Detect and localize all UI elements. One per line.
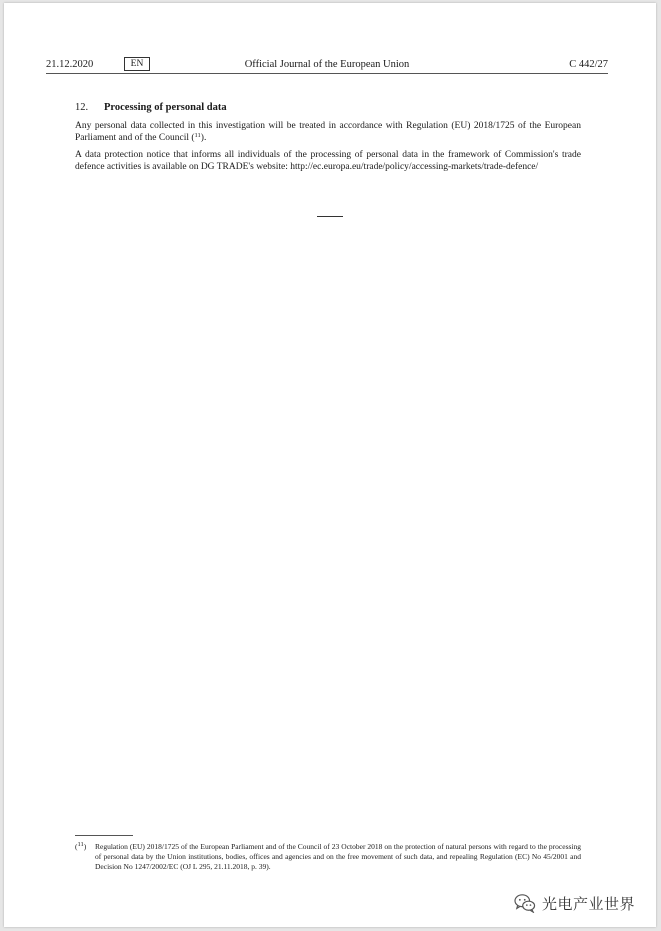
paragraph-text: Any personal data collected in this investigation will be treated in accordance with Regulation (EU) 2018/1725 of the European Parliament and of the Council ( <box>75 121 581 143</box>
section-heading <box>75 101 227 115</box>
watermark-text: 光电产业世界 <box>542 894 636 913</box>
footnote <box>75 842 581 872</box>
header-divider <box>46 73 608 74</box>
language-badge: EN <box>124 57 150 71</box>
paragraph-text-end: ). <box>200 132 207 143</box>
journal-reference: C 442/27 <box>569 59 608 70</box>
section-number: 12. <box>75 102 89 113</box>
section-title: Processing of personal data <box>104 102 227 113</box>
footnote-divider <box>75 835 133 836</box>
paragraph-text: A data protection notice that informs all individuals of the processing of personal data in the framework of Commission's trade defence activities is available on DG TRADE's website: http://ec.europa.eu/trade/policy/accessing-markets/trade-defence/ <box>75 150 581 172</box>
footnote-reference[interactable]: 11 <box>194 131 201 139</box>
footnote-marker: ($^{11}$) <box>75 841 87 851</box>
watermark <box>514 891 635 915</box>
journal-title: Official Journal of the European Union <box>244 59 410 70</box>
paragraph-data-treatment <box>75 121 581 144</box>
footnote-text: Regulation (EU) 2018/1725 of the European Parliament and of the Council of 23 October 2018 on the protection of natural persons with regard to the processing of personal data by the Union institutions, bodies, offices and agencies and on the free movement of such data, and repealing Regulation (EC) No 45/2001 and Decision No 1247/2002/EC (OJ L 295, 21.11.2018, p. 39). <box>95 842 581 871</box>
paragraph-data-protection-notice <box>75 150 581 173</box>
wechat-icon <box>514 893 536 913</box>
end-of-text-rule <box>317 216 343 217</box>
header-date: 21.12.2020 <box>46 59 94 70</box>
page-header <box>46 58 608 74</box>
